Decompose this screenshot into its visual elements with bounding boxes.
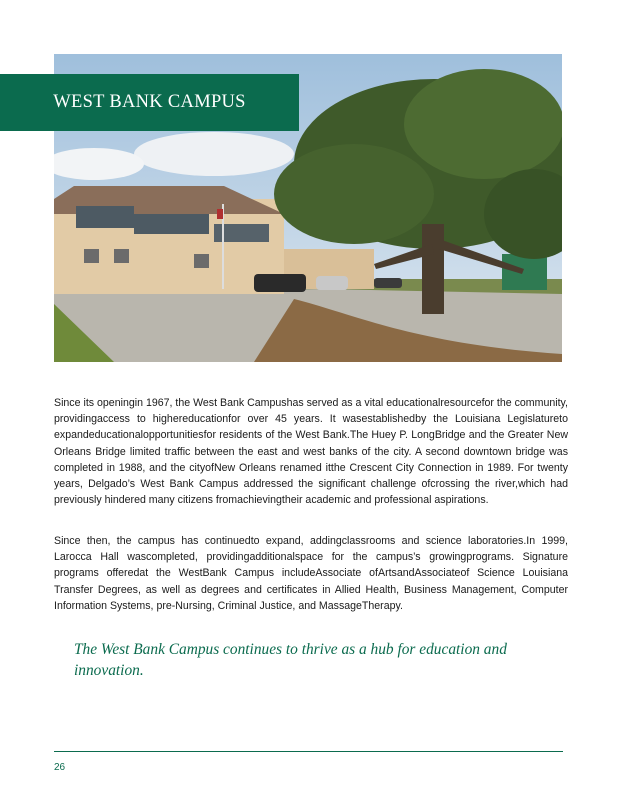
section-banner bbox=[0, 74, 299, 131]
footer-divider bbox=[54, 751, 563, 752]
history-paragraph: Since its openingin 1967, the West Bank Campushas served as a vital educationalresourcefor the community, providingaccess to highereducationfor over 45 years. It wasestablishedby the Louisiana Legislatureto expandeducationalopportunitiesfor residents of the West Bank.The Huey P. LongBridge and the Greater New Orleans Bridge limited traffic between the east and west banks of the city. A second downtown bridge was completed in 1988, and the cityofNew Orleans renamed itthe Crescent City Connection in 1989. For twenty years, Delgado’s West Bank Campus addressed the significant challenge ofcrossing the river,which had previously hindered many citizens fromachievingtheir academic and professional aspirations. bbox=[54, 397, 568, 507]
expansion-paragraph: Since then, the campus has continuedto expand, addingclassrooms and science laboratories.In 1999, Larocca Hall wascompleted, providingadditionalspace for the campus’s growingprograms. Signature programs offeredat the WestBank Campus includeAssociate ofArtsandAssociateof Science Louisiana Transfer Degrees, as well as degrees and certificates in Allied Health, Business Management, Computer Information Systems, pre-Nursing, Criminal Justice, and MassageTherapy. bbox=[54, 535, 568, 612]
section-title: WEST BANK CAMPUS bbox=[53, 92, 246, 112]
page-number: 26 bbox=[54, 762, 66, 773]
pull-quote: The West Bank Campus continues to thrive as a hub for education and innovation. bbox=[74, 641, 507, 679]
